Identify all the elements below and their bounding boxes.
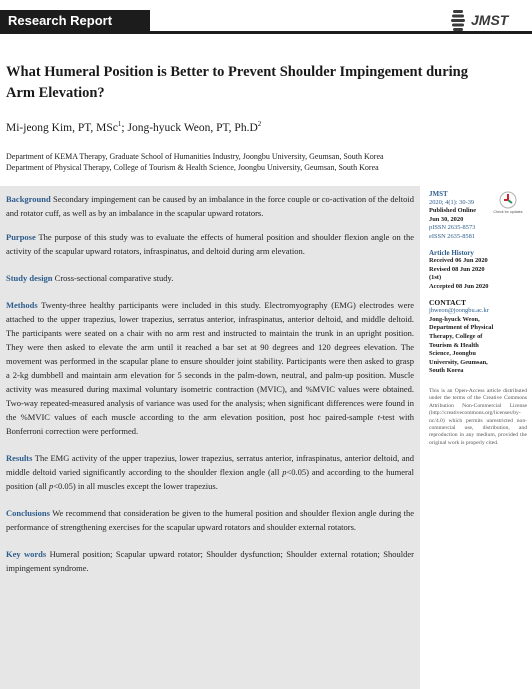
section-label: Results — [6, 453, 33, 463]
journal-logo: JMST — [471, 12, 509, 28]
revised-round: (1st) — [429, 274, 442, 282]
received-date: Received 06 Jun 2020 — [429, 257, 488, 265]
published-date: Jun 30, 2020 — [429, 215, 464, 223]
abstract-background — [6, 192, 414, 220]
open-access-notice: This is an Open-Access article distributed under the terms of the Creative Commons Attribution Non-Commercial License (http://creativecommons.org/licenses/by-nc/4.0) which permits unrestricted non-commercial use, distribution, and reproduction in any medium, provided the original work is properly cited. — [429, 387, 527, 446]
section-text: Cross-sectional comparative study. — [52, 273, 174, 283]
author-name: Jong-hyuck Weon, PT, Ph.D — [127, 121, 258, 134]
section-label: Key words — [6, 549, 47, 559]
abstract-results — [6, 451, 414, 493]
volume-info: 2020; 4(1): 30-39 — [429, 198, 475, 206]
published-label: Published Online — [429, 207, 477, 215]
affiliations — [6, 151, 526, 173]
abstract-methods — [6, 298, 414, 438]
section-text: -test with Bonferroni correction were performed. — [6, 412, 414, 436]
abstract-conclusions — [6, 506, 414, 534]
journal-name: JMST — [429, 190, 448, 198]
affiliation-mark: 2 — [257, 120, 262, 128]
section-label: Research Report — [8, 13, 113, 28]
author-line — [6, 120, 261, 134]
contact-line: South Korea — [429, 367, 464, 375]
header-rule — [150, 31, 532, 34]
section-text: Secondary impingement can be caused by an imbalance in the force couple or co-activation of the deltoid and rotator cuff, as well as by an imbalance in the scapular upward rotators. — [6, 194, 414, 218]
contact-line: Department of Physical — [429, 324, 494, 332]
accepted-date: Accepted 08 Jun 2020 — [429, 282, 489, 290]
section-label: Study design — [6, 273, 53, 283]
section-text: Twenty-three healthy participants were included in this study. Electromyography (EMG) electrodes were attached to the upper trapezius, lower trapezius, serratus anterior, infraspinatus, anterior deltoid, and middle deltoid. The participants were seated on a chair with no arm rest and instructed to maintain the trunk in an upright position. They were then asked to elevate the arm until it reached a bar set at 90 degrees and 120 degrees elevation. The movement was performed in the scapular plane to ensure shoulder joint stability. Participants were then asked to grasp a 2-kg dumbbell and maintain arm elevation for 5 seconds in the palm-down, neutral, and palm-up position. Muscle activity was measured during maximal voluntary isometric contraction (MVIC), and %MVIC values were obtained. Two-way repeated-measured analysis of variance was used for the analysis; when significant differences were found in the %MVIC values of each muscle according to the arm elevation position, post hoc paired-sample — [6, 300, 414, 422]
revised-date: Revised 08 Jun 2020 — [429, 265, 485, 273]
spine-icon — [448, 9, 468, 33]
contact-line: Tourism & Health — [429, 341, 479, 349]
section-label: Purpose — [6, 232, 36, 242]
section-text: The EMG activity of the upper trapezius, lower trapezius, serratus anterior, infraspinatus, anterior deltoid, and middle deltoid varied significantly according to the shoulder flexion angle (all — [6, 453, 414, 477]
contact-line: Therapy, College of — [429, 332, 483, 340]
author-separator: ; — [121, 121, 128, 134]
affiliation-line: Department of KEMA Therapy, Graduate School of Humanities Industry, Joongbu University, Geumsan, South Korea — [6, 152, 384, 161]
section-label: Conclusions — [6, 508, 50, 518]
journal-header — [0, 0, 532, 40]
section-text: We recommend that consideration be given to the humeral position and shoulder flexion angle during the performance of strengthening exercises for the scapular upward rotators and shoulder external rotators. — [6, 508, 414, 532]
author-name: Mi-jeong Kim, PT, MSc — [6, 121, 118, 134]
contact-line: University, Geumsan, — [429, 358, 488, 366]
abstract-purpose — [6, 230, 414, 258]
eissn: eISSN 2635-8581 — [429, 232, 475, 240]
article-sidebar — [429, 190, 527, 447]
contact-line: Science, Joongbu — [429, 350, 476, 358]
section-text: <0.05) and according to the humeral position (all — [6, 467, 414, 491]
stat-symbol: p — [282, 467, 287, 477]
contact-label: CONTACT — [429, 297, 466, 307]
section-text: <0.05) in all muscles except the lower trapezius. — [53, 481, 218, 491]
crossmark-label: Check for updates — [493, 210, 523, 214]
abstract — [6, 192, 414, 588]
abstract-keywords — [6, 547, 414, 575]
affiliation-mark: 1 — [117, 120, 122, 128]
stat-symbol: t — [377, 412, 380, 422]
abstract-design — [6, 271, 414, 285]
section-label: Background — [6, 194, 51, 204]
contact-email[interactable]: jhweon@joongbu.ac.kr — [429, 307, 489, 315]
section-text: The purpose of this study was to evaluate the effects of humeral position and shoulder flexion angle on the activity of the scapular upward rotators, infraspinatus, and deltoid during arm elevation. — [6, 232, 414, 256]
stat-symbol: p — [48, 481, 54, 491]
section-label: Methods — [6, 300, 38, 310]
article-title: What Humeral Position is Better to Prevent Shoulder Impingement during Arm Elevation? — [6, 64, 468, 101]
contact-name: Jong-hyuck Weon, — [429, 315, 480, 323]
affiliation-line: Department of Physical Therapy, College of Tourism & Health Science, Joongbu University, Geumsan, South Korea — [6, 163, 379, 172]
section-text: Humeral position; Scapular upward rotator; Shoulder dysfunction; Shoulder external rotation; Shoulder impingement syndrome. — [6, 549, 415, 573]
pissn: pISSN 2635-8573 — [429, 224, 476, 232]
history-label: Article History — [429, 248, 474, 257]
